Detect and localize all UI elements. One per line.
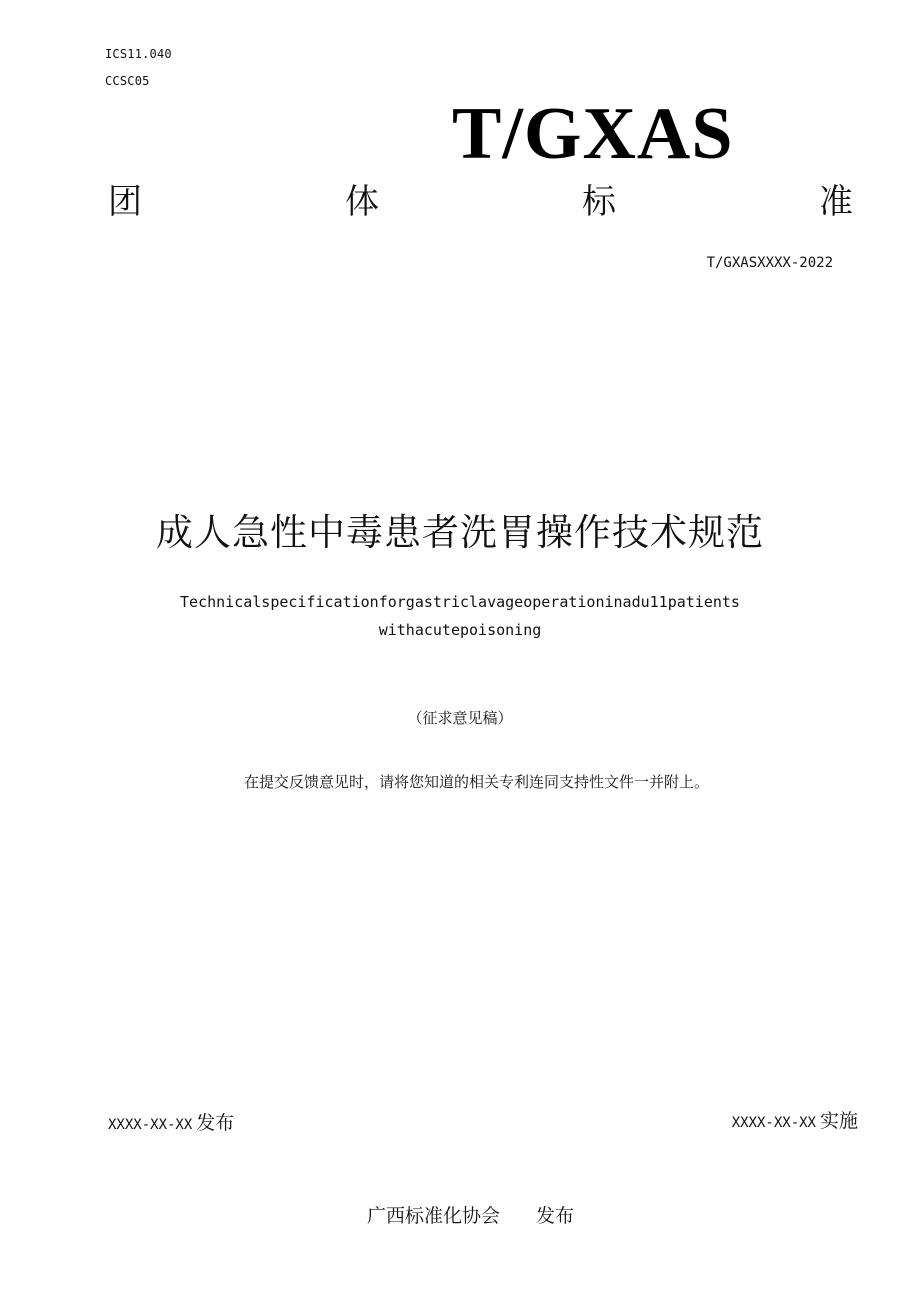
standard-type-char: 团 bbox=[108, 182, 142, 222]
standard-type bbox=[108, 174, 853, 223]
implementation-date: XXXX-XX-XX bbox=[731, 1115, 816, 1131]
publisher-name: 广西标准化协会 bbox=[367, 1205, 501, 1227]
document-title-en bbox=[0, 588, 920, 644]
standard-type-char: 准 bbox=[819, 182, 853, 222]
standard-type-char: 体 bbox=[345, 182, 379, 222]
ccs-code: CCSC05 bbox=[105, 74, 150, 88]
title-en-line: Technicalspecificationforgastriclavageoperationinadu11patients bbox=[180, 593, 740, 611]
publisher-line bbox=[367, 1201, 574, 1228]
standard-number: T/GXASXXXX-2022 bbox=[706, 255, 833, 271]
draft-label: （征求意见稿） bbox=[407, 709, 513, 727]
implementation-date-block bbox=[732, 1106, 858, 1133]
document-title-zh: 成人急性中毒患者洗胃操作技术规范 bbox=[156, 511, 764, 554]
issue-date-block bbox=[108, 1108, 234, 1135]
issue-date: XXXX-XX-XX bbox=[108, 1117, 193, 1133]
implementation-label: 实施 bbox=[819, 1110, 858, 1132]
standard-type-char: 标 bbox=[582, 182, 616, 222]
ics-code: ICS11.040 bbox=[105, 47, 172, 61]
organization-code: T/GXAS bbox=[452, 93, 734, 175]
publisher-label: 发布 bbox=[536, 1205, 575, 1227]
issue-label: 发布 bbox=[196, 1112, 235, 1134]
title-en-line: withacutepoisoning bbox=[378, 621, 542, 639]
patent-notice: 在提交反馈意见时，请将您知道的相关专利连同支持性文件一并附上。 bbox=[243, 773, 709, 791]
